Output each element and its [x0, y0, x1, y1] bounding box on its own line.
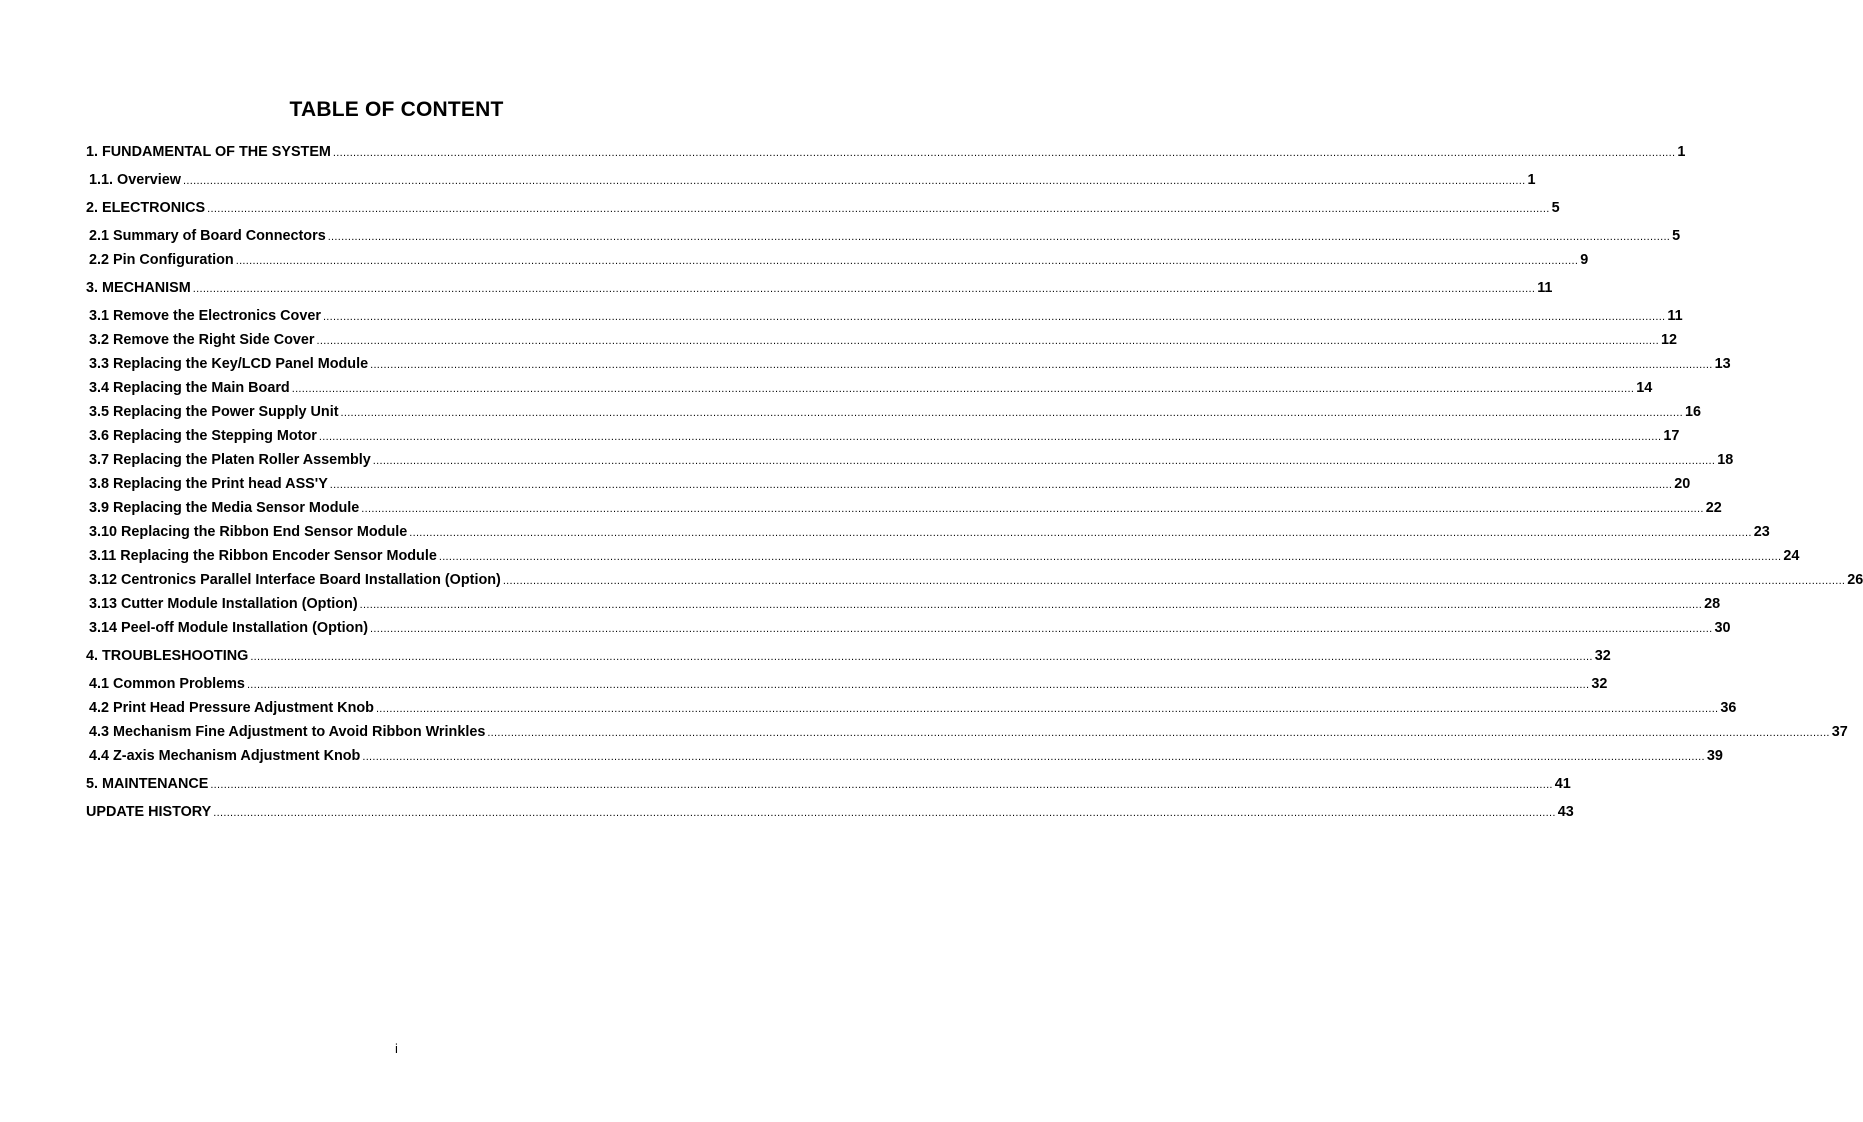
toc-entry-page: 16: [1684, 404, 1701, 420]
toc-entry[interactable]: [89, 307, 1683, 326]
toc-entry-label: 3.14 Peel-off Module Installation (Option): [89, 620, 369, 636]
toc-entry-page: 18: [1717, 452, 1734, 468]
toc-leader-dots: ................................................................................................................................................................................................................................................................................................................................................................................................................: [192, 283, 1536, 295]
toc-entry-label: 2. ELECTRONICS: [86, 200, 206, 216]
toc-entry-page: 11: [1667, 308, 1683, 324]
toc-entry-page: 13: [1714, 356, 1731, 372]
toc-entry[interactable]: [89, 747, 1723, 766]
toc-entry-page: 14: [1636, 380, 1653, 396]
toc-entry[interactable]: [89, 475, 1691, 494]
toc-entry[interactable]: [89, 451, 1734, 470]
toc-entry-label: 3.4 Replacing the Main Board: [89, 380, 290, 396]
toc-entry-label: 3.10 Replacing the Ribbon End Sensor Module: [89, 524, 408, 540]
toc-entry[interactable]: [89, 355, 1731, 374]
toc-leader-dots: ................................................................................................................................................................................................................................................................................................................................................................................................................: [370, 359, 1713, 371]
toc-entry-label: 2.2 Pin Configuration: [89, 252, 234, 268]
toc-entry-page: 36: [1720, 700, 1737, 716]
page-title: TABLE OF CONTENT: [289, 98, 504, 121]
toc-leader-dots: ................................................................................................................................................................................................................................................................................................................................................................................................................: [250, 651, 1593, 663]
toc-leader-dots: ................................................................................................................................................................................................................................................................................................................................................................................................................: [318, 431, 1662, 443]
toc-entry[interactable]: [89, 571, 1863, 590]
toc-entry-page: 23: [1753, 524, 1770, 540]
toc-leader-dots: ................................................................................................................................................................................................................................................................................................................................................................................................................: [291, 383, 1635, 395]
toc-entry-label: 3.8 Replacing the Print head ASS'Y: [89, 476, 328, 492]
toc-leader-dots: ................................................................................................................................................................................................................................................................................................................................................................................................................: [409, 527, 1752, 539]
toc-leader-dots: ................................................................................................................................................................................................................................................................................................................................................................................................................: [359, 599, 1703, 611]
toc-leader-dots: ................................................................................................................................................................................................................................................................................................................................................................................................................: [375, 703, 1719, 715]
toc-entry-label: 3.7 Replacing the Platen Roller Assembly: [89, 452, 371, 468]
toc-leader-dots: ................................................................................................................................................................................................................................................................................................................................................................................................................: [322, 311, 1666, 323]
toc-entry-page: 5: [1672, 228, 1681, 244]
toc-entry[interactable]: [86, 775, 1571, 794]
toc-entry[interactable]: [89, 547, 1800, 566]
toc-leader-dots: ................................................................................................................................................................................................................................................................................................................................................................................................................: [487, 727, 1830, 739]
page-number: i: [395, 1041, 398, 1056]
toc-entry-page: 20: [1674, 476, 1691, 492]
toc-entry[interactable]: [89, 427, 1680, 446]
toc-entry-page: 41: [1554, 776, 1571, 792]
toc-entry-label: UPDATE HISTORY: [86, 804, 212, 820]
toc-leader-dots: ................................................................................................................................................................................................................................................................................................................................................................................................................: [183, 175, 1526, 187]
toc-entry[interactable]: [89, 403, 1701, 422]
toc-entry-label: 4.3 Mechanism Fine Adjustment to Avoid Ribbon Wrinkles: [89, 724, 486, 740]
toc-entry-label: 3. MECHANISM: [86, 280, 191, 296]
toc-entry-page: 26: [1847, 572, 1863, 588]
toc-entry[interactable]: [89, 723, 1848, 742]
toc-leader-dots: ................................................................................................................................................................................................................................................................................................................................................................................................................: [246, 679, 1590, 691]
toc-entry[interactable]: [86, 803, 1574, 822]
toc-entry-label: 3.11 Replacing the Ribbon Encoder Sensor Module: [89, 548, 437, 564]
toc-leader-dots: ................................................................................................................................................................................................................................................................................................................................................................................................................: [340, 407, 1683, 419]
toc-entry[interactable]: [89, 227, 1681, 246]
toc-entry[interactable]: [89, 675, 1608, 694]
toc-leader-dots: ................................................................................................................................................................................................................................................................................................................................................................................................................: [502, 575, 1846, 587]
toc-entry[interactable]: [86, 199, 1560, 218]
toc-entry-page: 9: [1580, 252, 1589, 268]
toc-entry-label: 3.12 Centronics Parallel Interface Board Installation (Option): [89, 572, 501, 588]
toc-leader-dots: ................................................................................................................................................................................................................................................................................................................................................................................................................: [370, 623, 1713, 635]
toc-entry-label: 3.1 Remove the Electronics Cover: [89, 308, 321, 324]
toc-entry[interactable]: [86, 279, 1553, 298]
toc-leader-dots: ................................................................................................................................................................................................................................................................................................................................................................................................................: [372, 455, 1716, 467]
toc-leader-dots: ................................................................................................................................................................................................................................................................................................................................................................................................................: [207, 203, 1550, 215]
toc-leader-dots: ................................................................................................................................................................................................................................................................................................................................................................................................................: [213, 807, 1556, 819]
toc-entry[interactable]: [89, 379, 1653, 398]
toc-entry-page: 30: [1714, 620, 1731, 636]
toc-entry[interactable]: [89, 523, 1770, 542]
toc-entry-page: 12: [1660, 332, 1677, 348]
toc-entry-label: 1. FUNDAMENTAL OF THE SYSTEM: [86, 144, 331, 160]
toc-entry-page: 37: [1831, 724, 1848, 740]
toc-entry-label: 1.1. Overview: [89, 172, 182, 188]
toc-entry-page: 28: [1704, 596, 1721, 612]
toc-entry-label: 4.2 Print Head Pressure Adjustment Knob: [89, 700, 374, 716]
toc-entry-page: 17: [1663, 428, 1680, 444]
toc-entry[interactable]: [86, 647, 1611, 666]
toc-entry-label: 3.13 Cutter Module Installation (Option): [89, 596, 358, 612]
toc-entry[interactable]: [89, 699, 1737, 718]
toc-entry[interactable]: [89, 171, 1536, 190]
toc-entry-page: 11: [1537, 280, 1553, 296]
toc-entry-page: 24: [1783, 548, 1800, 564]
toc-entry[interactable]: [89, 499, 1722, 518]
toc-entry-page: 22: [1705, 500, 1722, 516]
toc-leader-dots: ................................................................................................................................................................................................................................................................................................................................................................................................................: [235, 255, 1579, 267]
toc-leader-dots: ................................................................................................................................................................................................................................................................................................................................................................................................................: [327, 231, 1671, 243]
toc-entry-label: 3.9 Replacing the Media Sensor Module: [89, 500, 360, 516]
toc-entry-label: 3.5 Replacing the Power Supply Unit: [89, 404, 339, 420]
toc-entry-page: 39: [1706, 748, 1723, 764]
toc-entry-label: 4. TROUBLESHOOTING: [86, 648, 249, 664]
toc-entry-page: 1: [1527, 172, 1536, 188]
toc-leader-dots: ................................................................................................................................................................................................................................................................................................................................................................................................................: [210, 779, 1553, 791]
toc-leader-dots: ................................................................................................................................................................................................................................................................................................................................................................................................................: [329, 479, 1673, 491]
toc-entry-page: 32: [1594, 648, 1611, 664]
toc-leader-dots: ................................................................................................................................................................................................................................................................................................................................................................................................................: [362, 751, 1705, 763]
toc-leader-dots: ................................................................................................................................................................................................................................................................................................................................................................................................................: [438, 551, 1782, 563]
toc-entry-page: 32: [1591, 676, 1608, 692]
toc-entry-label: 2.1 Summary of Board Connectors: [89, 228, 326, 244]
toc-entry-label: 3.3 Replacing the Key/LCD Panel Module: [89, 356, 369, 372]
toc-entry-page: 5: [1551, 200, 1560, 216]
toc-entry-label: 4.1 Common Problems: [89, 676, 245, 692]
toc-entry[interactable]: [89, 595, 1721, 614]
toc-entry[interactable]: [89, 619, 1731, 638]
toc-leader-dots: ................................................................................................................................................................................................................................................................................................................................................................................................................: [316, 335, 1659, 347]
toc-entry-label: 5. MAINTENANCE: [86, 776, 209, 792]
toc-entry-label: 3.6 Replacing the Stepping Motor: [89, 428, 317, 444]
toc-leader-dots: ................................................................................................................................................................................................................................................................................................................................................................................................................: [361, 503, 1704, 515]
toc-entry[interactable]: [89, 331, 1677, 350]
toc-entry-label: 3.2 Remove the Right Side Cover: [89, 332, 315, 348]
toc-entry-page: 43: [1557, 804, 1574, 820]
toc-entry[interactable]: [89, 251, 1589, 270]
toc-leader-dots: ................................................................................................................................................................................................................................................................................................................................................................................................................: [332, 147, 1676, 159]
toc-entry-page: 1: [1677, 144, 1686, 160]
toc-entry-label: 4.4 Z-axis Mechanism Adjustment Knob: [89, 748, 361, 764]
toc-entry[interactable]: [86, 143, 1686, 162]
